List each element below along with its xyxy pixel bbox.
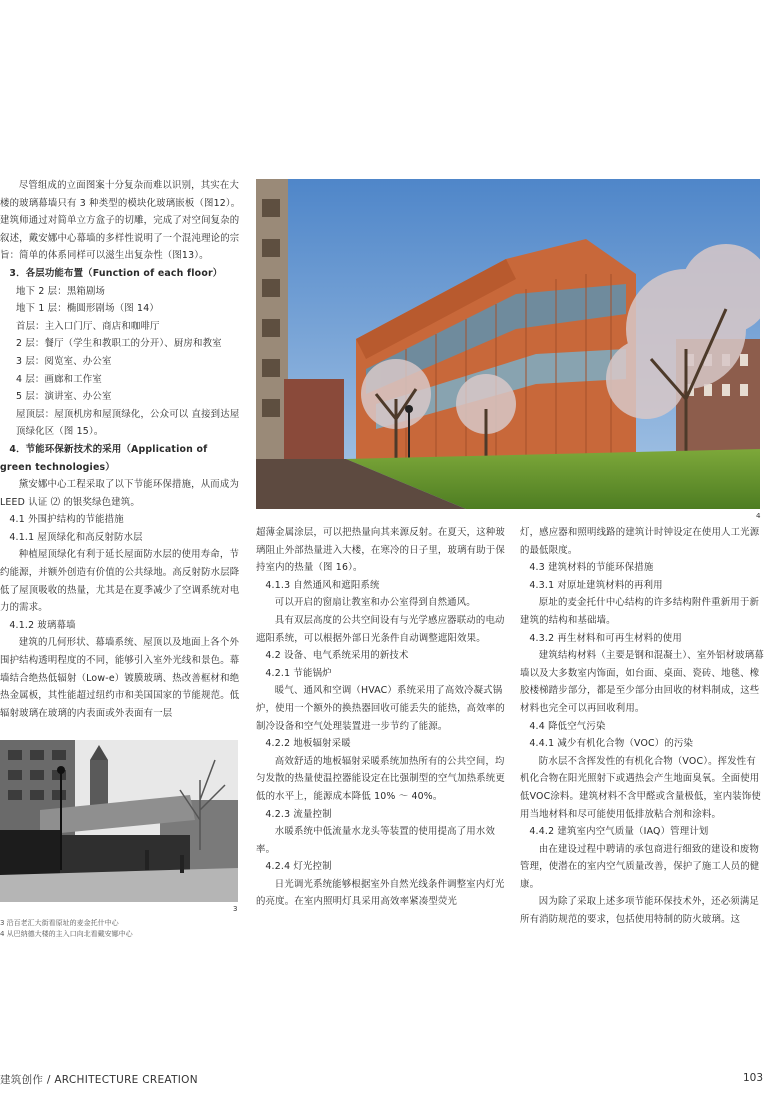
subheading-4-4-1: 4.4.1 减少有机化合物（VOC）的污染 [529,738,694,750]
floor-list-item: 首层：主入口门厅、商店和咖啡厅 [16,320,160,332]
floor-list-item: 2 层：餐厅（学生和教职工的分开）、厨房和教室 [16,338,222,350]
floor-list-item: 3 层：阅览室、办公室 [16,355,112,367]
subheading-4-2-1: 4.2.1 节能锅炉 [265,667,332,679]
subheading-4-1-3: 4.1.3 自然通风和遮阳系统 [265,579,380,591]
floor-list-item: 5 层：演讲室、办公室 [16,391,112,403]
paragraph-4-1-1: 种植屋顶绿化有利于延长屋面防水层的使用寿命，节约能源，并额外创造有价值的公共绿地。高反射防水层降低了屋顶吸收的热量，尤其是在夏季减少了空调系统对电力的需求。 [0,549,240,614]
paragraph-4-1-3-a: 可以开启的窗扇让教室和办公室得到自然通风。 [274,597,476,609]
figure-number-4: 4 [756,512,761,520]
subheading-4-4-2: 4.4.2 建筑室内空气质量（IAQ）管理计划 [529,826,709,838]
caption-figure-3: 3 沿百老汇大街看原址的麦金托什中心 [0,919,119,927]
floor-list-item: 4 层：画廊和工作室 [16,373,102,385]
paragraph-continued: 超薄金属涂层，可以把热量向其来源反射。在夏天，这种玻璃阻止外部热量进入大楼，在寒冷的日子里，玻璃有助于保持室内的热量（图 16）。 [256,527,505,574]
subheading-4-3-2: 4.3.2 再生材料和可再生材料的使用 [529,632,682,644]
paragraph-4-2-2: 高效舒适的地板辐射采暖系统加热所有的公共空间，均匀发散的热量使温控器能设定在比强制型的空气加热系统更低的水平上，能源成本降低 10% ～ 40%。 [256,755,505,802]
paragraph-4-4-1: 防水层不含挥发性的有机化合物（VOC）。挥发性有机化合物在阳光照射下或遇热会产生地面臭氧。全面使用低VOC涂料。建筑材料不含甲醛或含量极低，室内装饰使用当地材料和尽可能使用低排放粘合剂和涂料。 [520,755,762,820]
section-heading-3: 3．各层功能布置（Function of each floor） [9,267,223,279]
text-column-1 [0,177,242,722]
subheading-4-2-3: 4.2.3 流量控制 [265,808,332,820]
paragraph-intro: 尽管组成的立面图案十分复杂而难以识别，其实在大楼的玻璃幕墙只有 3 种类型的模块化玻璃嵌板（图12）。建筑师通过对简单立方盒子的切雕，完成了对空间复杂的叙述，戴安娜中心幕墙的多样性说明了一个混沌理论的宗旨：简单的体系同样可以滋生出复杂性（图13）。 [0,180,241,262]
subheading-4-2-4: 4.2.4 灯光控制 [265,861,332,873]
photo-diana-center [256,179,760,509]
caption-figure-4: 4 从巴纳德大楼的主入口向北看戴安娜中心 [0,930,133,938]
page-number: 103 [742,1072,763,1084]
floor-list-item: 地下 1 层：椭圆形剧场（图 14） [16,303,159,315]
paragraph-ending: 因为除了采取上述多项节能环保技术外，还必须满足所有消防规范的要求，包括使用特制的防火玻璃。这 [520,896,760,926]
floor-list-item: 地下 2 层：黑箱剧场 [16,285,106,297]
paragraph-4-3-1: 原址的麦金托什中心结构的许多结构附件重新用于新建筑的结构和基础墙。 [520,597,760,626]
paragraph-4-2-4: 日光调光系统能够根据室外自然光线条件调整室内灯光的亮度。在室内照明灯具采用高效率紧凑型荧光 [256,878,505,908]
paragraph-4-1-2: 建筑的几何形状、幕墙系统、屋顶以及地面上各个外围护结构透明程度的不同，能够引入室外光线和景色。幕墙结合绝热低辐射（Low-e）镀膜玻璃、热改善框材和绝热金属板，其性能超过纽约市和美国国家的节能规范。低辐射玻璃在玻璃的内表面或外表面有一层 [0,637,240,719]
section-heading-4: 4．节能环保新技术的采用（Application of green technologies） [0,443,208,473]
figure-captions [0,918,240,940]
paragraph-4-1-3-b: 具有双层高度的公共空间设有与光学感应器联动的电动遮阳系统，可以根据外部日光条件自动调整遮阳效果。 [256,614,505,644]
subheading-4-1: 4.1 外围护结构的节能措施 [9,514,124,526]
subheading-4-3-1: 4.3.1 对原址建筑材料的再利用 [529,579,663,591]
paragraph-leed: 黛安娜中心工程采取了以下节能环保措施，从而成为 LEED 认证 ⑵ 的银奖绿色建筑。 [0,479,240,508]
subheading-4-2-2: 4.2.2 地板辐射采暖 [265,738,351,750]
bw-street-photo-illustration [0,740,238,902]
subheading-4-4: 4.4 降低空气污染 [529,720,606,732]
paragraph-continued: 灯，感应器和照明线路的建筑计时钟设定在使用人工光源的最低限度。 [520,527,760,556]
subheading-4-1-2: 4.1.2 玻璃幕墙 [9,619,76,631]
magazine-name: 建筑创作 / ARCHITECTURE CREATION [0,1074,198,1086]
subheading-4-3: 4.3 建筑材料的节能环保措施 [529,562,654,574]
paragraph-4-3-2: 建筑结构材料（主要是钢和混凝土）、室外铝材玻璃幕墙以及大多数室内饰面，如台面、桌面、瓷砖、地毯、橡胶楼梯踏步部分，都是至少部分由回收的材料制成，这些材料也完全可以再回收利用。 [520,650,764,714]
subheading-4-1-1: 4.1.1 屋顶绿化和高反射防水层 [9,531,143,543]
text-column-3 [520,524,765,929]
text-column-2 [256,524,506,911]
figure-number-3: 3 [233,905,238,913]
floor-list-item-roof: 屋顶层：屋顶机房和屋顶绿化，公众可以 直接到达屋顶绿化区（图 15）。 [16,408,240,438]
paragraph-4-4-2: 由在建设过程中聘请的承包商进行细致的建设和废物管理，使潜在的室内空气质量改善，保护了施工人员的健康。 [520,843,760,890]
paragraph-4-2-1: 暖气、通风和空调（HVAC）系统采用了高效冷凝式锅炉，使用一个额外的换热器回收可能丢失的能热，高效率的制冷设备和空气处理装置进一步节约了能源。 [256,685,505,732]
subheading-4-2: 4.2 设备、电气系统采用的新技术 [265,650,409,662]
photo-mcintosh-center [0,740,238,902]
building-photo-illustration [256,179,760,509]
paragraph-4-2-3: 水暖系统中低流量水龙头等装置的使用提高了用水效率。 [256,826,496,855]
